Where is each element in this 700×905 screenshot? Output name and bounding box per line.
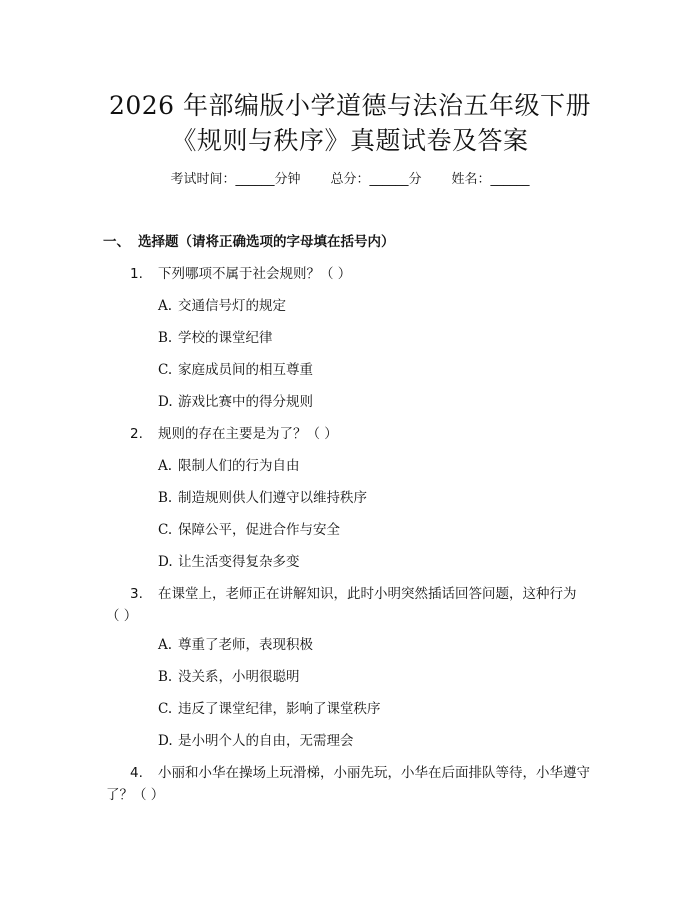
option-3b: B. 没关系，小明很聪明 — [158, 669, 300, 685]
section-title: 选择题（请将正确选项的字母填在括号内） — [138, 234, 395, 250]
total-score-field: 总分：______分 — [330, 172, 422, 187]
question-1 — [130, 262, 351, 282]
question-3-continuation: （ ） — [106, 608, 138, 624]
option-1b: B. 学校的课堂纪律 — [158, 330, 273, 346]
option-2d: D. 让生活变得复杂多变 — [158, 554, 300, 570]
option-1c: C. 家庭成员间的相互尊重 — [158, 362, 313, 378]
question-text: 下列哪项不属于社会规则？（ ） — [158, 266, 352, 282]
option-1d: D. 游戏比赛中的得分规则 — [158, 394, 313, 410]
option-2c: C. 保障公平，促进合作与安全 — [158, 522, 340, 538]
question-4-continuation: 了？（ ） — [106, 787, 165, 803]
exam-time-field: 考试时间：______分钟 — [170, 172, 301, 187]
option-2a: A. 限制人们的行为自由 — [158, 458, 300, 474]
question-text: 规则的存在主要是为了？（ ） — [158, 426, 338, 442]
question-number: 1. — [130, 266, 143, 282]
option-2b: B. 制造规则供人们遵守以维持秩序 — [158, 490, 367, 506]
exam-meta — [0, 168, 700, 187]
option-3d: D. 是小明个人的自由，无需理会 — [158, 733, 354, 749]
question-number: 3. — [130, 586, 143, 602]
exam-title-line1: 2026 年部编版小学道德与法治五年级下册 — [108, 91, 592, 120]
option-3a: A. 尊重了老师，表现积极 — [158, 637, 313, 653]
exam-title-line2: 《规则与秩序》真题试卷及答案 — [171, 126, 529, 155]
question-number: 4. — [130, 765, 143, 781]
question-text: 在课堂上，老师正在讲解知识，此时小明突然插话回答问题，这种行为 — [158, 586, 577, 602]
question-2 — [130, 422, 338, 442]
question-number: 2. — [130, 426, 143, 442]
student-name-field: 姓名：______ — [451, 172, 530, 187]
section-heading — [103, 230, 395, 250]
question-text: 小丽和小华在操场上玩滑梯，小丽先玩，小华在后面排队等待，小华遵守 — [158, 765, 590, 781]
option-1a: A. 交通信号灯的规定 — [158, 298, 286, 314]
option-3c: C. 违反了课堂纪律，影响了课堂秩序 — [158, 701, 381, 717]
question-4 — [130, 761, 590, 781]
section-number: 一、 — [103, 234, 130, 250]
question-3 — [130, 582, 577, 602]
